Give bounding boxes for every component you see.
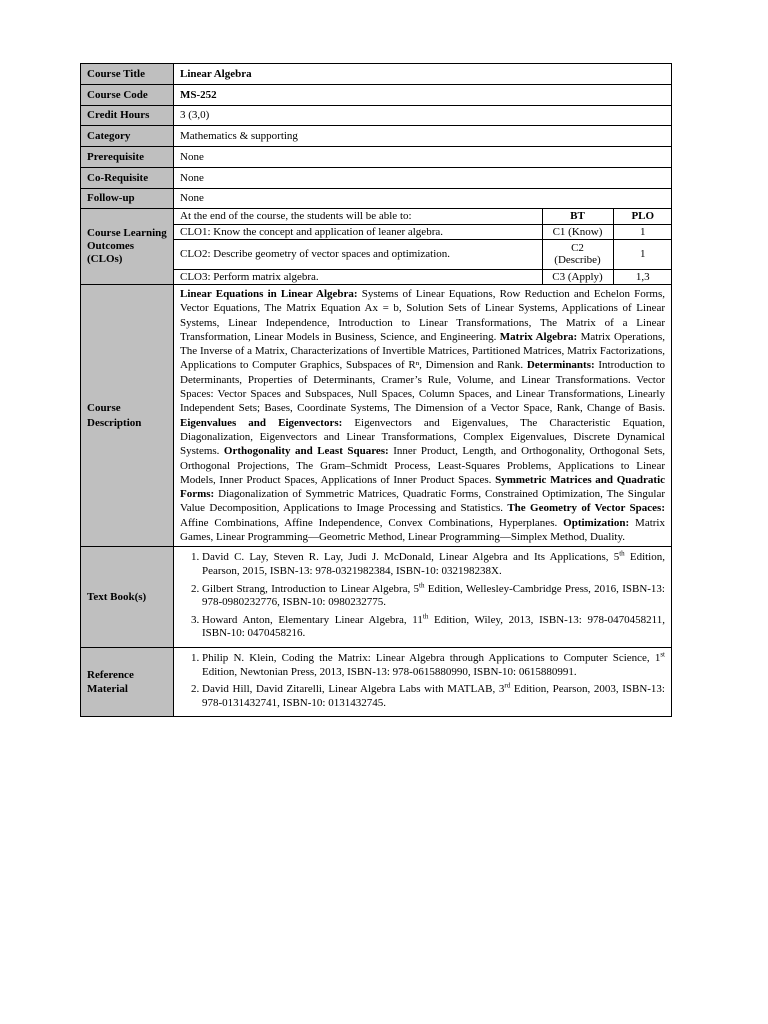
co-requisite-value: None	[174, 168, 672, 189]
course-outline-table	[80, 63, 672, 717]
section-text: Inner Product, Length, and Orthogonality, Orthogonal Sets, Orthogonal Projections, The Gram–Schmidt Process, Least-Squares Problems, Applications to Linear Models, Inner Product Spaces, Applications of Inner Product Spaces.	[180, 445, 666, 486]
prerequisite-row	[81, 147, 672, 168]
follow-up-value: None	[174, 189, 672, 209]
section-title: Symmetric Matrices and Quadratic Forms:	[180, 473, 666, 501]
co-requisite-row	[81, 168, 672, 189]
references-list	[180, 652, 665, 710]
course-title-row	[81, 64, 672, 85]
category-value: Mathematics & supporting	[174, 126, 672, 147]
section-text: Matrix Operations, The Inverse of a Matrix, Characterizations of Invertible Matrices, Partitioned Matrices, Matrix Factorizations, Applications to Computer Graphics, Subspaces of Rⁿ, Dimension and Rank.	[180, 330, 665, 372]
section-title: The Geometry of Vector Spaces:	[507, 502, 665, 515]
textbook-item: 1. David C. Lay, Steven R. Lay, Judi J. McDonald, Linear Algebra and Its Applications, 5th Edition, Pearson, 2015, ISBN-13: 978-0321982384, ISBN-10: 032198238X.	[202, 551, 665, 578]
clos-label: Course Learning Outcomes (CLOs)	[81, 209, 174, 285]
follow-up-row	[81, 189, 672, 209]
description-text	[174, 285, 672, 547]
clo-text: CLO2: Describe geometry of vector spaces and optimization.	[174, 239, 542, 269]
follow-up-label: Follow-up	[81, 189, 174, 209]
clo-row	[174, 269, 672, 284]
credit-hours-label: Credit Hours	[81, 106, 174, 126]
clo-bt: C2 (Describe)	[542, 239, 613, 269]
clo-row	[174, 239, 672, 269]
clo-table	[174, 209, 672, 284]
plo-header: PLO	[613, 209, 672, 224]
description-row	[81, 285, 672, 547]
clo-row	[174, 224, 672, 239]
course-code-label: Course Code	[81, 85, 174, 106]
section-text: Diagonalization of Symmetric Matrices, Quadratic Forms, Constrained Optimization, The Singular Value Decomposition, Applications to Image Processing and Statistics.	[180, 488, 665, 515]
references-cell	[174, 647, 672, 716]
textbook-item: 2. Gilbert Strang, Introduction to Linear Algebra, 5th Edition, Wellesley-Cambridge Press, 2016, ISBN-13: 978-0980232776, ISBN-10: 0980232775.	[202, 583, 665, 610]
clos-row	[81, 209, 672, 285]
clos-cell	[174, 209, 672, 285]
section-title: Determinants:	[526, 359, 595, 372]
clo-bt: C3 (Apply)	[542, 269, 613, 284]
prerequisite-label: Prerequisite	[81, 147, 174, 168]
section-title: Matrix Algebra:	[499, 330, 578, 343]
textbooks-row	[81, 547, 672, 648]
clo-intro: At the end of the course, the students will be able to:	[174, 209, 542, 224]
section-text: Introduction to Determinants, Properties of Determinants, Cramer’s Rule, Volume, and Linear Transformations. Vector Spaces: Vector Spaces and Subspaces, Null Spaces, Column Spaces, and Linear Transformations, Linearly Independent Sets; Bases, Coordinate Systems, The Dimension of a Vector Space, Rank, Change of Basis.	[180, 359, 665, 415]
textbooks-list	[180, 551, 665, 641]
textbooks-cell	[174, 547, 672, 648]
credit-hours-row	[81, 106, 672, 126]
clo-text: CLO3: Perform matrix algebra.	[174, 269, 542, 284]
section-text: Matrix Games, Linear Programming—Geometric Method, Linear Programming—Simplex Method, Duality.	[180, 516, 665, 544]
category-label: Category	[81, 126, 174, 147]
section-title: Linear Equations in Linear Algebra:	[180, 288, 358, 300]
references-label: Reference Material	[81, 647, 174, 716]
credit-hours-value: 3 (3,0)	[174, 106, 672, 126]
section-text: Affine Combinations, Affine Independence, Convex Combinations, Hyperplanes.	[180, 516, 564, 529]
course-code-row	[81, 85, 672, 106]
prerequisite-value: None	[174, 147, 672, 168]
section-title: Optimization:	[563, 516, 630, 529]
textbooks-label: Text Book(s)	[81, 547, 174, 648]
course-code-value: MS-252	[174, 85, 672, 106]
description-label: Course Description	[81, 285, 174, 547]
clo-plo: 1	[613, 224, 672, 239]
clo-text: CLO1: Know the concept and application of leaner algebra.	[174, 224, 542, 239]
section-title: Orthogonality and Least Squares:	[223, 445, 389, 458]
section-text: Systems of Linear Equations, Row Reduction and Echelon Forms, Vector Equations, The Matrix Equation Ax = b, Solution Sets of Linear Systems, Applications of Linear Systems, Linear Independence, Introduction to Linear Transformations, The Matrix of a Linear Transformation, Linear Models in Business, Science, and Engineering.	[180, 288, 665, 343]
reference-item: 2. David Hill, David Zitarelli, Linear Algebra Labs with MATLAB, 3rd Edition, Pearson, 2003, ISBN-13: 978-0131432741, ISBN-10: 0131432745.	[202, 683, 665, 710]
clo-header-row	[174, 209, 672, 224]
course-title-label: Course Title	[81, 64, 174, 85]
clo-plo: 1	[613, 239, 672, 269]
section-text: Eigenvectors and Eigenvalues, The Characteristic Equation, Diagonalization, Eigenvectors and Linear Transformations, Complex Eigenvalues, Discrete Dynamical Systems.	[180, 416, 665, 458]
section-title: Eigenvalues and Eigenvectors:	[180, 416, 343, 429]
category-row	[81, 126, 672, 147]
clo-bt: C1 (Know)	[542, 224, 613, 239]
clo-plo: 1,3	[613, 269, 672, 284]
textbook-item: 3. Howard Anton, Elementary Linear Algebra, 11th Edition, Wiley, 2013, ISBN-13: 978-0470458211, ISBN-10: 0470458216.	[202, 614, 665, 641]
bt-header: BT	[542, 209, 613, 224]
reference-item: 1. Philip N. Klein, Coding the Matrix: Linear Algebra through Applications to Computer Science, 1st Edition, Newtonian Press, 2013, ISBN-13: 978-0615880990, ISBN-10: 0615880991.	[202, 652, 665, 679]
references-row	[81, 647, 672, 716]
course-title-value: Linear Algebra	[174, 64, 672, 85]
co-requisite-label: Co-Requisite	[81, 168, 174, 189]
